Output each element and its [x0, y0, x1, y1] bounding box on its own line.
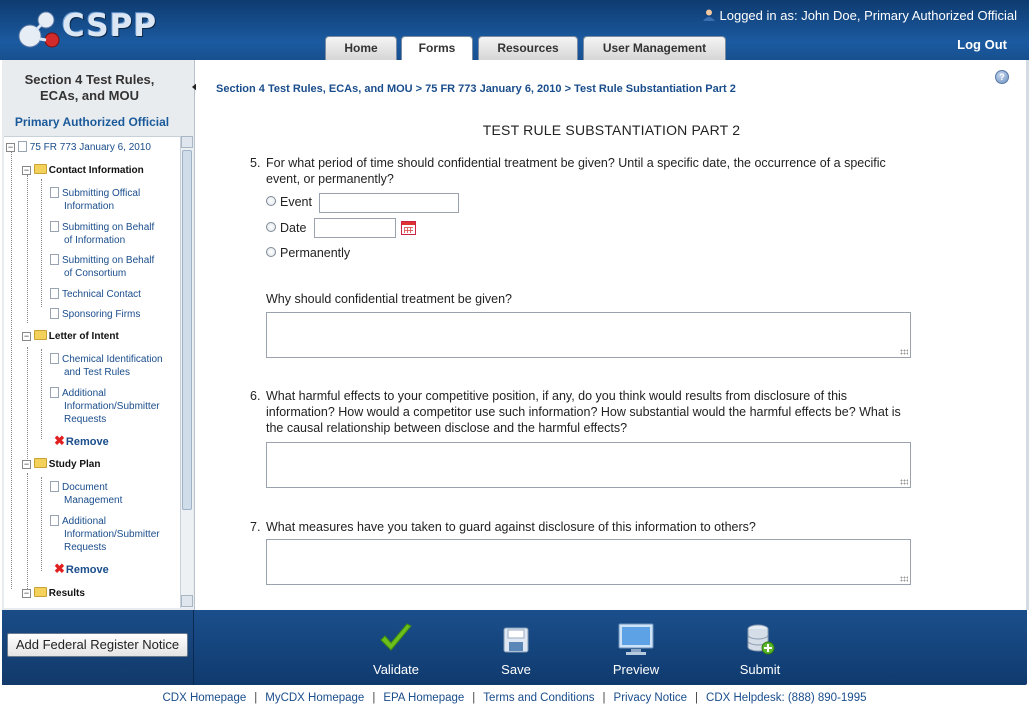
tree-group-study-plan[interactable]: [22, 458, 100, 471]
floppy-disk-icon: [502, 622, 530, 656]
user-icon: [702, 9, 716, 21]
collapse-icon[interactable]: −: [23, 165, 30, 175]
remove-label: Remove: [65, 564, 109, 576]
tree-item-label: Information: [64, 201, 115, 212]
tree-group-label: Contact Information: [48, 165, 144, 176]
footer-link-helpdesk[interactable]: CDX Helpdesk: (888) 890-1995: [706, 692, 867, 704]
question-5: [250, 155, 910, 187]
left-navigation-panel: [2, 60, 195, 610]
question-5b-text: Why should confidential treatment be given?: [266, 292, 512, 306]
bottom-toolbar: [2, 610, 1027, 685]
validate-label: Validate: [372, 662, 419, 677]
folder-icon: [34, 458, 47, 468]
tree-root-label: 75 FR 773 January 6, 2010: [29, 142, 151, 153]
tree-item-chemical-identification[interactable]: [50, 353, 163, 379]
tree-item-label: Additional: [62, 388, 106, 399]
document-icon: [50, 187, 59, 198]
preview-button[interactable]: [596, 622, 676, 677]
document-icon: [50, 387, 59, 398]
logged-in-status: [702, 8, 1017, 23]
preview-label: Preview: [612, 662, 660, 677]
section-title: [2, 72, 177, 104]
event-radio[interactable]: [266, 196, 276, 206]
breadcrumb[interactable]: Section 4 Test Rules, ECAs, and MOU > 75 FR 773 January 6, 2010 > Test Rule Substantiation Part 2: [216, 83, 736, 95]
tree-item-label: and Test Rules: [64, 367, 130, 378]
tree-item-label: Requests: [64, 542, 107, 553]
option-permanently[interactable]: [266, 246, 350, 260]
footer-link-cdx-homepage[interactable]: CDX Homepage: [162, 692, 247, 704]
database-add-icon: [745, 622, 775, 656]
footer-link-privacy[interactable]: Privacy Notice: [613, 692, 688, 704]
section-title-line2: ECAs, and MOU: [40, 88, 139, 103]
question-text: What harmful effects to your competitive position, if any, do you think would results from disclosure of this information? How would a competitor use such information? How substantial would the harmful effects be? What is the causal relationship between disclose and the harmful effects?: [266, 389, 901, 435]
tree-item-label: Chemical Identification: [62, 354, 163, 365]
tree-item-label: Submitting Offical: [62, 188, 141, 199]
folder-icon: [34, 587, 47, 597]
scroll-down-button[interactable]: [181, 595, 193, 607]
question-6: [250, 388, 910, 436]
main-content: [196, 60, 1027, 610]
tree-group-letter-of-intent[interactable]: [22, 330, 119, 343]
tree-item-document-management[interactable]: [50, 481, 122, 507]
tree-item-label: Submitting on Behalf: [62, 255, 155, 266]
tree-item-label: Sponsoring Firms: [62, 309, 141, 320]
scroll-thumb[interactable]: [182, 150, 192, 510]
date-radio[interactable]: [266, 222, 276, 232]
role-label: Primary Authorized Official: [14, 115, 170, 129]
tree-group-results[interactable]: [22, 587, 85, 600]
tree-item-submitting-on-behalf-of-information[interactable]: [50, 221, 154, 247]
date-input[interactable]: [314, 218, 396, 238]
folder-icon: [34, 330, 47, 340]
tree-item-label: Requests: [64, 414, 107, 425]
folder-icon: [34, 164, 47, 174]
save-label: Save: [501, 662, 531, 677]
question-7: [250, 519, 910, 535]
tree-item-label: of Information: [64, 235, 126, 246]
collapse-icon[interactable]: −: [7, 142, 14, 152]
document-icon: [50, 481, 59, 492]
collapse-icon[interactable]: −: [23, 331, 30, 341]
tree-item-label: Submitting on Behalf: [62, 222, 155, 233]
add-federal-register-notice-button[interactable]: Add Federal Register Notice: [7, 633, 188, 657]
navigation-tree: [4, 136, 180, 608]
page-title: TEST RULE SUBSTANTIATION PART 2: [482, 122, 741, 138]
document-icon: [50, 515, 59, 526]
resize-grip-icon[interactable]: [900, 479, 908, 485]
scroll-up-button[interactable]: [181, 136, 193, 148]
footer-link-epa-homepage[interactable]: EPA Homepage: [383, 692, 465, 704]
tree-item-label: Document: [62, 482, 108, 493]
permanently-radio[interactable]: [266, 247, 276, 257]
document-icon: [50, 221, 59, 232]
checkmark-icon: [378, 622, 414, 656]
event-input[interactable]: [319, 193, 459, 213]
tab-resources[interactable]: Resources: [478, 36, 578, 60]
resize-grip-icon[interactable]: [900, 349, 908, 355]
tab-home[interactable]: Home: [325, 36, 397, 60]
event-label: Event: [280, 195, 312, 209]
collapse-icon[interactable]: −: [23, 588, 30, 598]
remove-icon: ✖: [54, 561, 65, 576]
tree-item-label: Management: [64, 495, 123, 506]
tree-group-label: Study Plan: [48, 459, 101, 470]
protective-measures-textarea[interactable]: [266, 539, 911, 585]
option-event[interactable]: [266, 195, 312, 209]
footer-link-terms[interactable]: Terms and Conditions: [483, 692, 595, 704]
tree-group-label: Letter of Intent: [48, 331, 119, 342]
tree-group-contact-information[interactable]: [22, 164, 144, 177]
tree-item-submitting-on-behalf-of-consortium[interactable]: [50, 254, 154, 280]
document-icon: [50, 288, 59, 299]
calendar-icon[interactable]: [401, 221, 416, 235]
permanently-label: Permanently: [280, 246, 351, 260]
question-number: 7.: [250, 520, 261, 534]
question-text: For what period of time should confidential treatment be given? Until a specific date, the occurrence of a specific event, or permanently?: [266, 156, 886, 186]
question-number: 6.: [250, 389, 261, 403]
remove-letter-of-intent-button[interactable]: [54, 434, 109, 449]
question-text: What measures have you taken to guard against disclosure of this information to others?: [266, 520, 756, 534]
document-icon: [50, 254, 59, 265]
footer-link-mycdx-homepage[interactable]: MyCDX Homepage: [265, 692, 365, 704]
confidential-treatment-reason-textarea[interactable]: [266, 312, 911, 358]
tree-item-label: Information/Submitter: [64, 401, 160, 412]
submit-button[interactable]: [720, 622, 800, 677]
option-date[interactable]: [266, 221, 306, 235]
resize-grip-icon[interactable]: [900, 576, 908, 582]
remove-label: Remove: [65, 436, 109, 448]
tree-item-label: Information/Submitter: [64, 529, 160, 540]
tree-scrollbar[interactable]: [180, 136, 193, 608]
collapse-icon[interactable]: −: [23, 459, 30, 469]
header-bar: [0, 0, 1029, 60]
remove-study-plan-button[interactable]: [54, 562, 109, 577]
harmful-effects-textarea[interactable]: [266, 442, 911, 488]
tree-root[interactable]: [6, 141, 151, 154]
document-icon: [50, 308, 59, 319]
date-label: Date: [280, 221, 307, 235]
tree-item-additional-information[interactable]: [50, 387, 160, 426]
footer-links: CDX Homepage | MyCDX Homepage | EPA Homepage | Terms and Conditions | Privacy Notice | CDX Helpdesk: (888) 890-1995: [162, 692, 867, 704]
tree-item-label: of Consortium: [64, 268, 127, 279]
tree-item-additional-information-study[interactable]: [50, 515, 160, 554]
tree-item-label: Additional: [62, 516, 106, 527]
logout-link[interactable]: Log Out: [957, 37, 1007, 52]
tree-item-technical-contact[interactable]: [50, 288, 141, 301]
logged-in-text: Logged in as: John Doe, Primary Authorized Official: [719, 8, 1017, 23]
tree-item-label: Technical Contact: [62, 289, 141, 300]
validate-button[interactable]: [356, 622, 436, 677]
document-icon: [18, 141, 27, 152]
tree-group-label: Results: [48, 588, 85, 599]
section-title-line1: Section 4 Test Rules,: [24, 72, 155, 87]
question-number: 5.: [250, 156, 261, 170]
tree-item-submitting-offical-information[interactable]: [50, 187, 140, 213]
submit-label: Submit: [739, 662, 781, 677]
tree-item-sponsoring-firms[interactable]: [50, 308, 140, 321]
remove-icon: ✖: [54, 433, 65, 448]
tab-forms[interactable]: Forms: [401, 36, 473, 61]
toolbar-left-section: [2, 610, 194, 685]
help-icon[interactable]: ?: [995, 70, 1009, 84]
app-name: CSPP: [62, 8, 158, 44]
save-button[interactable]: [476, 622, 556, 677]
tab-user-management[interactable]: User Management: [583, 36, 726, 60]
document-icon: [50, 353, 59, 364]
monitor-icon: [617, 622, 655, 656]
